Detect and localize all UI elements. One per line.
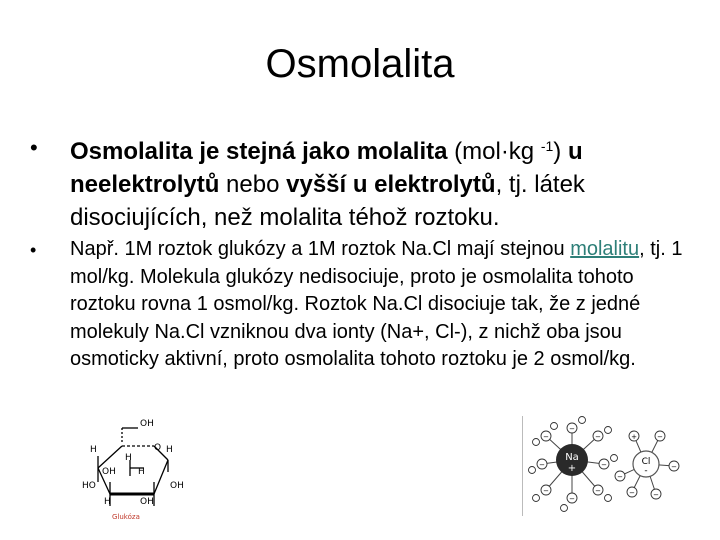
- charge-minus: −: [595, 487, 601, 495]
- plain-text: , tj. látek disociujících, než molalita téhož roztoku.: [70, 171, 585, 231]
- bold-text: u neelektrolytů: [70, 138, 583, 198]
- charge-minus: −: [657, 433, 663, 441]
- divider-line: [522, 416, 523, 516]
- bullet-text: [70, 236, 690, 374]
- charge-minus: −: [539, 461, 545, 469]
- h-label: H: [138, 467, 145, 477]
- bold-text: Osmolalita je stejná jako: [70, 138, 357, 165]
- oh-bottom-label: OH: [140, 497, 154, 507]
- charge-minus: −: [601, 461, 607, 469]
- h-label: H: [125, 453, 132, 463]
- oh-right-label: OH: [170, 481, 184, 491]
- charge-plus: +: [631, 433, 637, 441]
- charge-minus: −: [629, 489, 635, 497]
- charge-minus: −: [595, 433, 601, 441]
- h-label: H: [90, 445, 97, 455]
- bullet-text: [70, 130, 690, 234]
- molalita-link[interactable]: molalitu: [570, 238, 640, 260]
- cl-label: Cl: [641, 457, 651, 467]
- bullet-dot: •: [30, 135, 38, 160]
- o-ring-label: O: [154, 443, 162, 453]
- ho-label: HO: [82, 481, 96, 491]
- oh-top-label: OH: [140, 419, 154, 429]
- charge-minus: −: [543, 487, 549, 495]
- charge-minus: −: [671, 463, 677, 471]
- unit-text: (mol·kg: [447, 138, 541, 165]
- exponent: -1: [540, 138, 554, 154]
- unit-text: ): [553, 138, 568, 165]
- bold-text: vyšší u elektrolytů: [286, 171, 496, 198]
- slide-title: Osmolalita: [265, 42, 455, 86]
- h-label: H: [104, 497, 111, 507]
- plain-text: , tj. 1 mol/kg. Molekula glukózy nedisociuje, proto je osmolalita tohoto roztoku rovna 1 osmol/kg. Roztok Na.Cl disociuje tak, že z jedné molekuly Na.Cl vzniknou dva ionty (Na+, Cl-), z nichž oba jsou osmoticky aktivní, proto osmolalita tohoto roztoku je 2 osmol/kg.: [70, 238, 683, 370]
- bold-text: molalita: [356, 138, 448, 165]
- glucose-structure-image: [74, 412, 194, 524]
- charge-minus: −: [569, 425, 575, 433]
- charge-minus: −: [617, 473, 623, 481]
- glucose-caption: Glukóza: [112, 513, 140, 521]
- h-label: H: [166, 445, 173, 455]
- charge-minus: −: [569, 495, 575, 503]
- bullet-osmolalita-definition: [30, 130, 690, 234]
- bullet-dot: •: [30, 240, 37, 260]
- oh-left-label: OH: [102, 467, 116, 477]
- charge-minus: −: [543, 433, 549, 441]
- plain-text: Např. 1M roztok glukózy a 1M roztok Na.Cl mají stejnou: [70, 238, 571, 260]
- cl-charge: -: [644, 466, 648, 476]
- bullet-example: [30, 236, 690, 374]
- plain-text: nebo: [219, 171, 287, 198]
- na-charge: +: [567, 463, 577, 474]
- charge-minus: −: [653, 491, 659, 499]
- nacl-ions-image: [524, 414, 684, 518]
- na-label: Na: [565, 452, 579, 463]
